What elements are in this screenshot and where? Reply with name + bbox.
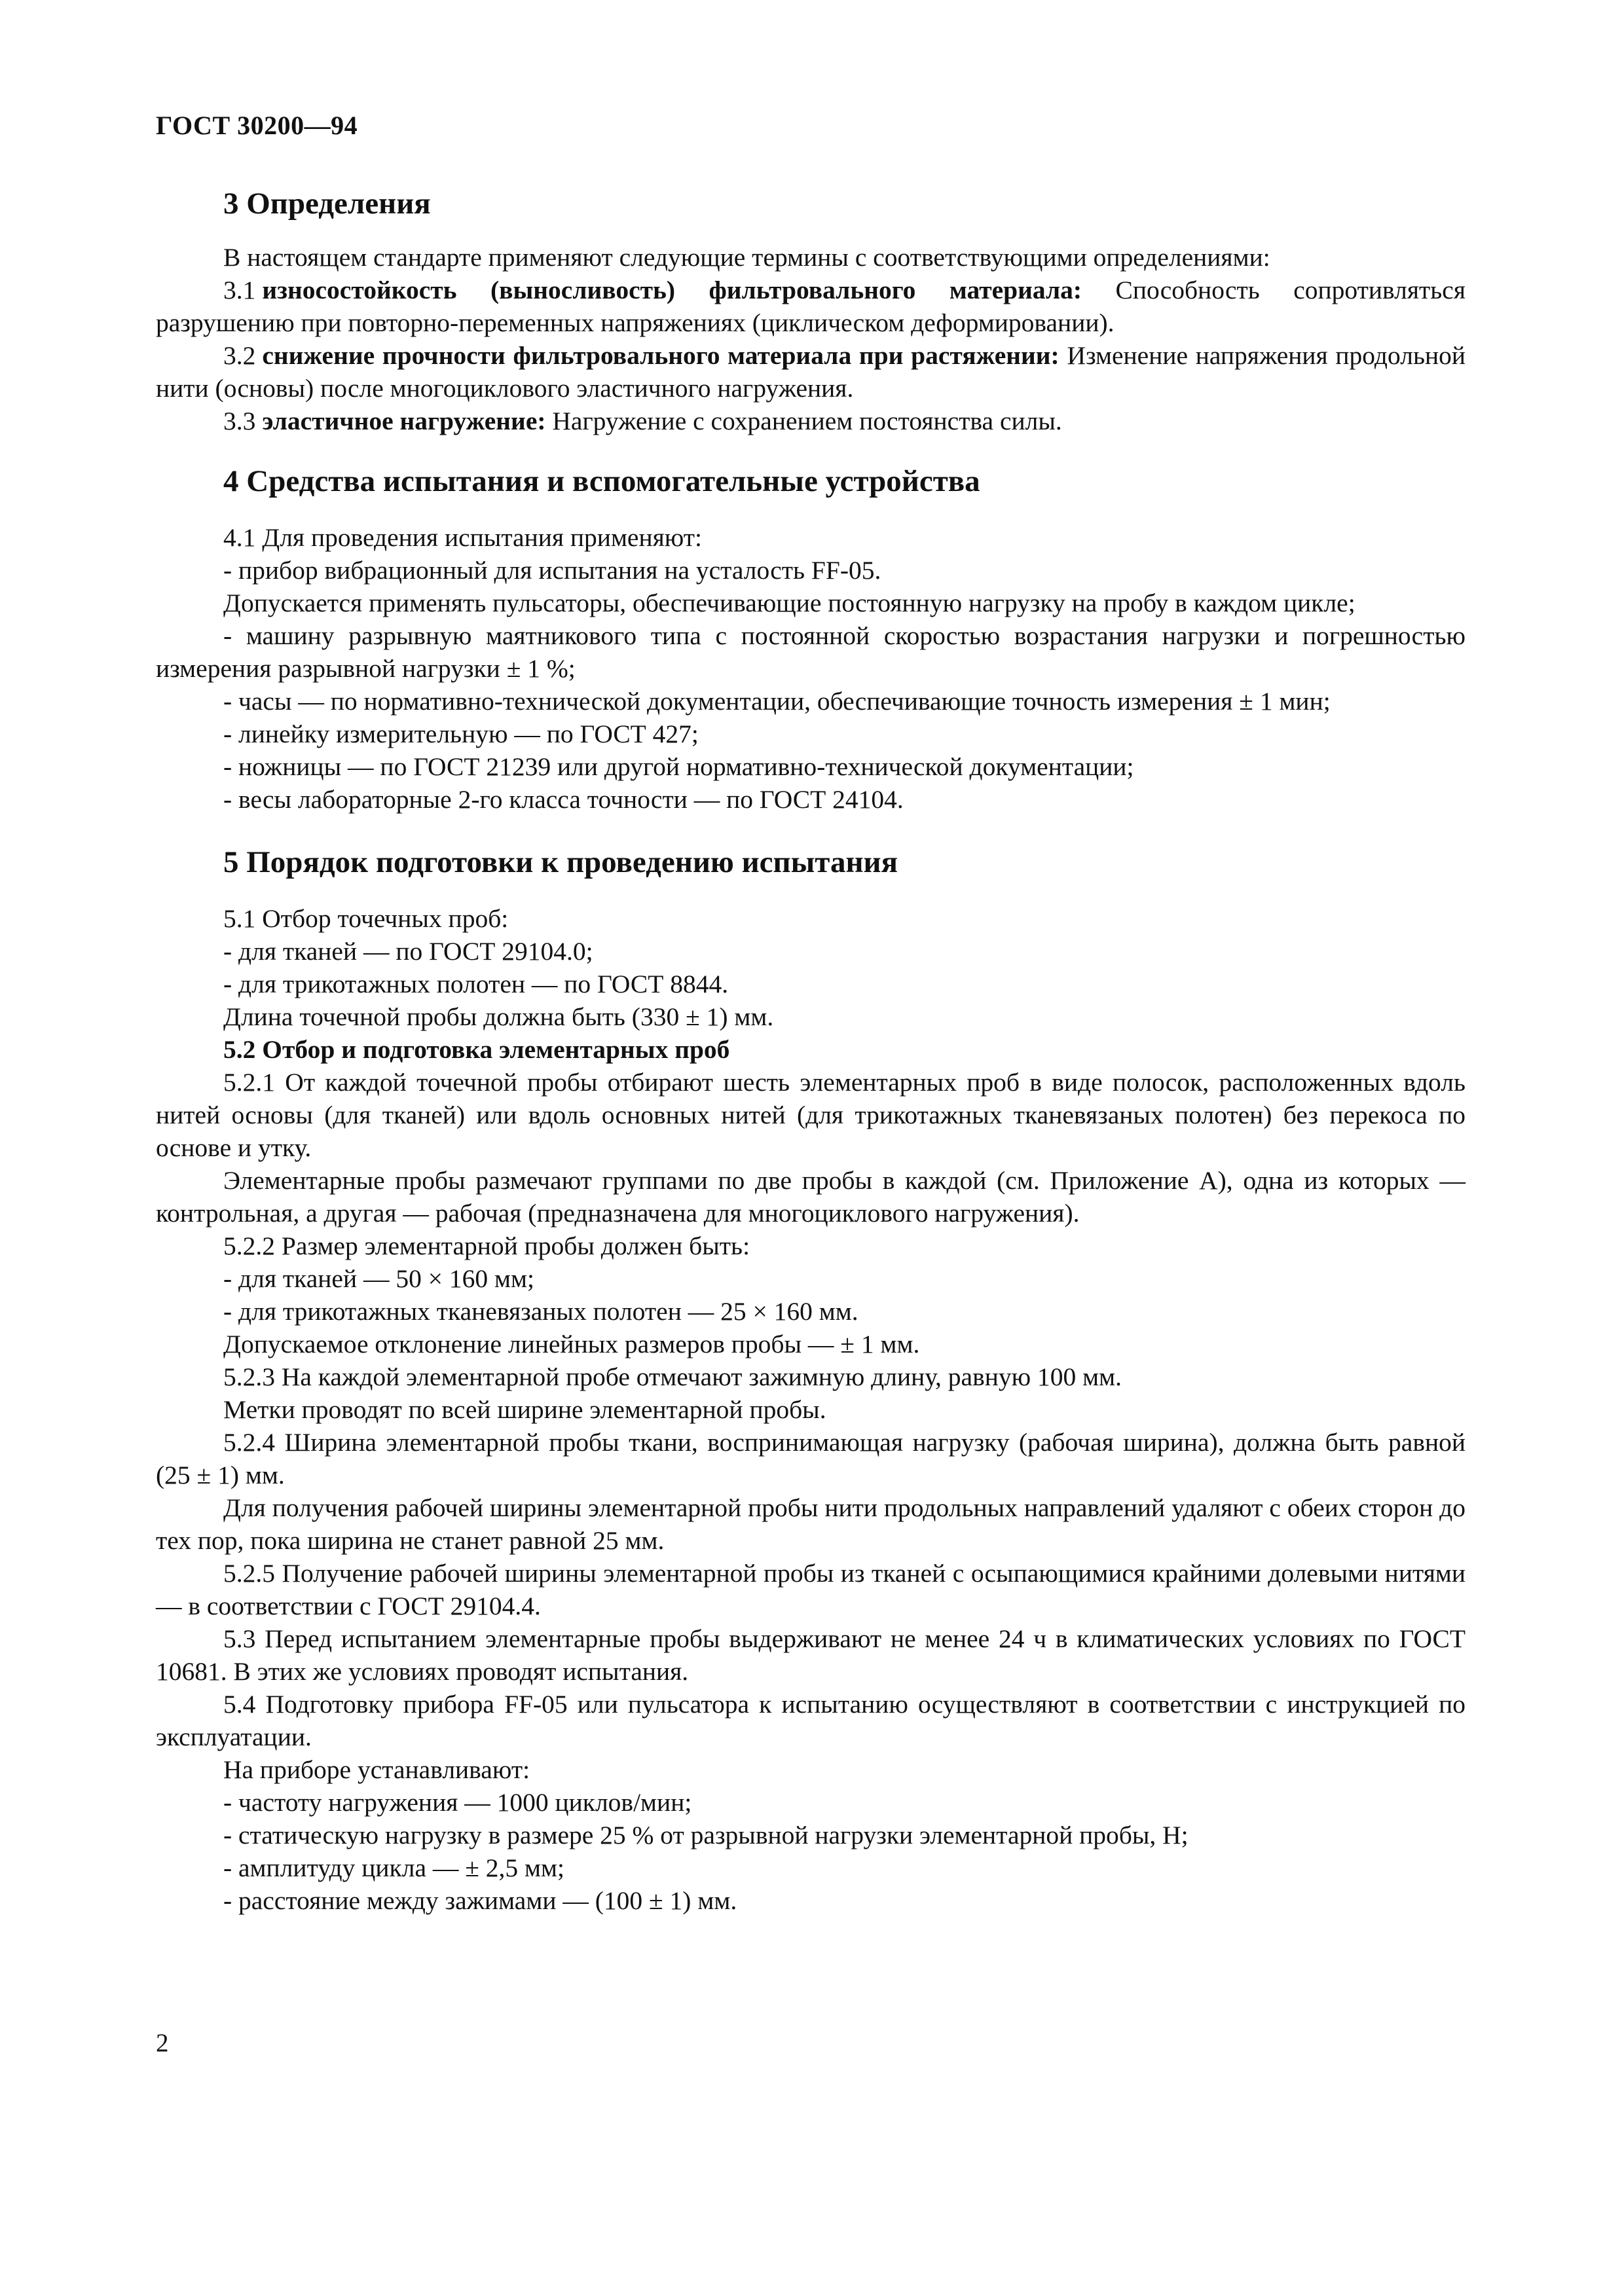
definition-3-2 [156,339,1465,405]
definition-text: Нагружение с сохранением постоянства силы. [545,407,1062,435]
definition-term: снижение прочности фильтровального материала при растяжении: [262,341,1060,370]
paragraph: Допускаемое отклонение линейных размеров пробы — ± 1 мм. [223,1330,920,1358]
paragraph-5-2-5: 5.2.5 Получение рабочей ширины элементарной пробы из тканей с осыпающимися крайними долевыми нитями — в соответствии с ГОСТ 29104.4. [156,1559,1465,1620]
list-item: - машину разрывную маятникового типа с постоянной скоростью возрастания нагрузки и погрешностью измерения разрывной нагрузки ± 1 %; [156,621,1465,683]
section-3-intro: В настоящем стандарте применяют следующие термины с соответствующими определениями: [223,243,1270,272]
page-number: 2 [156,2029,169,2057]
paragraph-5-2-4: 5.2.4 Ширина элементарной пробы ткани, воспринимающая нагрузку (рабочая ширина), должна быть равной (25 ± 1) мм. [156,1428,1465,1489]
list-item: - для трикотажных полотен — по ГОСТ 8844. [223,970,729,998]
document-code: ГОСТ 30200—94 [156,111,358,140]
paragraph-5-2-1: 5.2.1 От каждой точечной пробы отбирают шесть элементарных проб в виде полосок, расположенных вдоль нитей основы (для тканей) или вдоль основных нитей (для трикотажных тканевязаных полотен) без перекоса по основе и утку. [156,1068,1465,1162]
definition-text: Способность сопротивляться разрушению при повторно-переменных напряжениях (циклическом деформировании). [156,276,1465,337]
definition-number: 3.2 [223,341,256,370]
paragraph-5-2-3: 5.2.3 На каждой элементарной пробе отмечают зажимную длину, равную 100 мм. [223,1362,1122,1391]
section-5-heading: 5 Порядок подготовки к проведению испытания [223,845,898,879]
definition-term: эластичное нагружение: [262,407,546,435]
paragraph: Элементарные пробы размечают группами по две пробы в каждой (см. Приложение А), одна из которых — контрольная, а другая — рабочая (предназначена для многоциклового нагружения). [156,1166,1465,1228]
list-item: - для тканей — по ГОСТ 29104.0; [223,937,593,966]
subsection-5-2-heading: 5.2 Отбор и подготовка элементарных проб [223,1035,730,1064]
definition-3-3 [156,405,1465,437]
list-item: - статическую нагрузку в размере 25 % от разрывной нагрузки элементарной пробы, Н; [223,1821,1189,1850]
definition-number: 3.3 [223,407,256,435]
definition-term: износостойкость (выносливость) фильтровального материала: [262,276,1082,304]
paragraph: Длина точечной пробы должна быть (330 ± 1) мм. [223,1002,774,1031]
definition-number: 3.1 [223,276,256,304]
list-item: - часы — по нормативно-технической документации, обеспечивающие точность измерения ± 1 мин; [223,687,1331,716]
list-item: - для трикотажных тканевязаных полотен — 25 × 160 мм. [223,1297,858,1326]
paragraph-5-2-2: 5.2.2 Размер элементарной пробы должен быть: [223,1231,750,1260]
paragraph: На приборе устанавливают: [223,1755,530,1784]
paragraph-5-4: 5.4 Подготовку прибора FF-05 или пульсатора к испытанию осуществляют в соответствии с инструкцией по эксплуатации. [156,1690,1465,1751]
definition-3-1 [156,274,1465,339]
list-item: - весы лабораторные 2-го класса точности — по ГОСТ 24104. [223,785,904,814]
paragraph: Метки проводят по всей ширине элементарной пробы. [223,1395,826,1424]
paragraph: 4.1 Для проведения испытания применяют: [223,523,703,552]
section-3-heading: 3 Определения [223,187,431,221]
document-body [156,183,1465,1917]
list-item: - ножницы — по ГОСТ 21239 или другой нормативно-технической документации; [223,752,1134,781]
paragraph: Допускается применять пульсаторы, обеспечивающие постоянную нагрузку на пробу в каждом цикле; [223,589,1355,617]
paragraph: Для получения рабочей ширины элементарной пробы нити продольных направлений удаляют с обеих сторон до тех пор, пока ширина не станет равной 25 мм. [156,1493,1465,1555]
definition-text: Изменение напряжения продольной нити (основы) после многоциклового эластичного нагружения. [156,341,1465,403]
section-4-heading: 4 Средства испытания и вспомогательные устройства [223,464,980,498]
list-item: - амплитуду цикла — ± 2,5 мм; [223,1853,565,1882]
paragraph-5-1: 5.1 Отбор точечных проб: [223,904,509,933]
list-item: - частоту нагружения — 1000 циклов/мин; [223,1788,692,1817]
list-item: - расстояние между зажимами — (100 ± 1) мм. [223,1886,737,1915]
paragraph-5-3: 5.3 Перед испытанием элементарные пробы выдерживают не менее 24 ч в климатических условиях по ГОСТ 10681. В этих же условиях проводят испытания. [156,1624,1465,1686]
list-item: - прибор вибрационный для испытания на усталость FF-05. [223,556,881,585]
list-item: - для тканей — 50 × 160 мм; [223,1264,534,1293]
list-item: - линейку измерительную — по ГОСТ 427; [223,720,699,748]
